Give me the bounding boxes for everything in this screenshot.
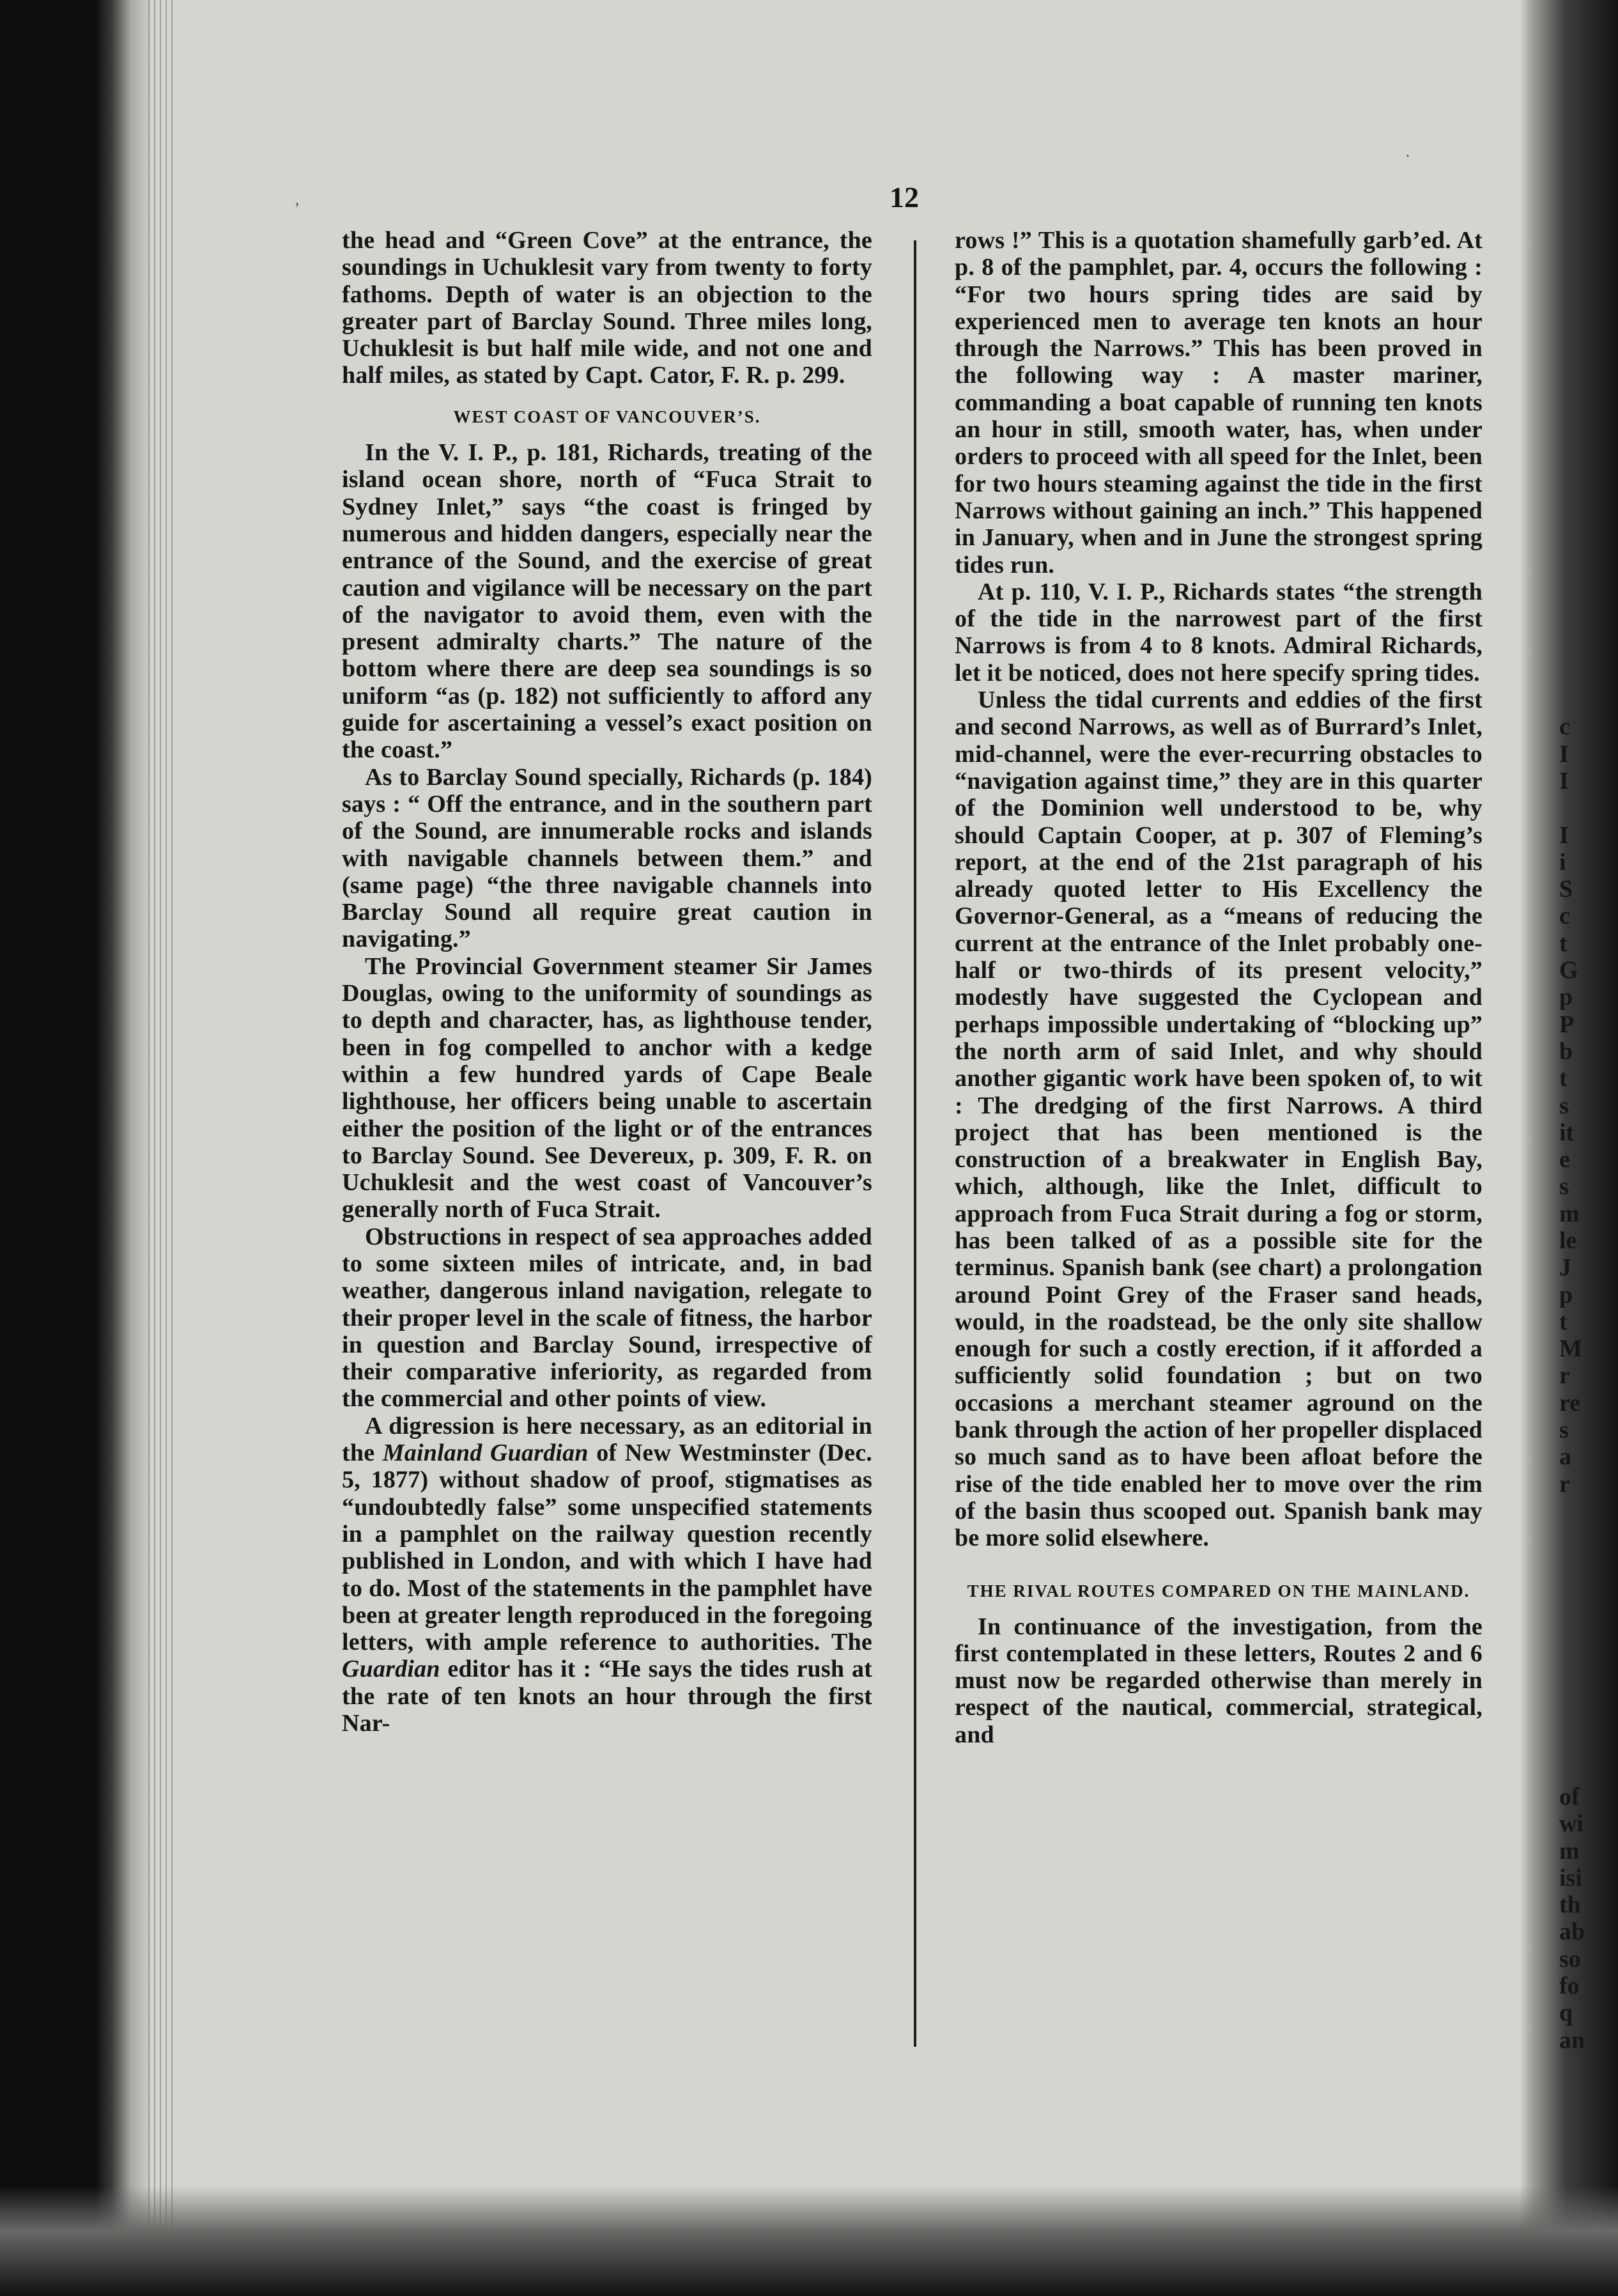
edge-fragment: t — [1559, 1065, 1568, 1092]
left-paragraph-6 — [342, 1413, 872, 1737]
edge-fragment: c — [1559, 903, 1570, 930]
edge-fragment — [1559, 686, 1610, 713]
edge-fragment: isi — [1559, 1864, 1582, 1891]
right-column — [955, 227, 1483, 1748]
edge-fragment: th — [1559, 1891, 1581, 1919]
edge-fragment: t — [1559, 929, 1568, 957]
edge-fragment — [1559, 254, 1610, 281]
edge-fragment: it — [1559, 1119, 1575, 1146]
section-heading-rival-routes: THE RIVAL ROUTES COMPARED ON THE MAINLAND. — [967, 1581, 1470, 1601]
edge-fragment: m — [1559, 1200, 1580, 1227]
next-page-edge-text — [1559, 227, 1610, 1498]
edge-fragment — [1559, 281, 1610, 308]
left-paragraph-2: In the V. I. P., p. 181, Richards, treating of the island ocean shore, north of “Fuca Strait to Sydney Inlet,” says “the coast is fringed by numerous and hidden dangers, especially near the entrance of the Sound, and the exercise of great caution and vigilance will be necessary on the part of the navigator to avoid them, even with the present admiralty charts.” The nature of the bottom where there are deep sea soundings is so uniform “as (p. 182) not sufficiently to afford any guide for ascertaining a vessel’s exact position on the coast.” — [342, 439, 872, 764]
edge-fragment — [1559, 552, 1610, 578]
edge-fragment: ab — [1559, 1918, 1585, 1946]
page-stack-edges — [148, 0, 174, 2296]
edge-fragment: b — [1559, 1037, 1573, 1065]
left-paragraph-1: the head and “Green Cove” at the entrance, the soundings in Uchuklesit vary from twenty to forty fathoms. Depth of water is an objection to the greater part of Barclay Sound. Three miles long, Uchuklesit is but half mile wide, and not one and half miles, as stated by Capt. Cator, F. R. p. 299. — [342, 227, 872, 389]
edge-fragment: a — [1559, 1443, 1571, 1471]
edge-fragment: s — [1559, 1173, 1569, 1200]
edge-fragment: S — [1559, 876, 1573, 903]
edge-fragment — [1559, 632, 1610, 659]
edge-fragment — [1559, 389, 1610, 416]
page-number: 12 — [890, 181, 919, 213]
edge-fragment: r — [1559, 1362, 1570, 1390]
edge-fragment: fo — [1559, 1973, 1580, 2000]
edge-fragment — [1559, 362, 1610, 389]
edge-fragment — [1559, 795, 1610, 821]
left-column — [342, 227, 872, 1737]
edge-fragment: so — [1559, 1945, 1581, 1973]
right-paragraph-4: In continuance of the investigation, from the first contemplated in these letters, Routes 2 and 6 must now be regarded otherwise than merely in respect of the nautical, commercial, strategical, and — [955, 1613, 1483, 1748]
edge-fragment: e — [1559, 1146, 1570, 1174]
edge-fragment: i — [1559, 848, 1566, 876]
right-paragraph-3: Unless the tidal currents and eddies of the first and second Narrows, as well as of Burrard’s Inlet, mid-channel, were the ever-recurring obstacles to “navigation against time,” they are in this quarter of the Dominion well understood to be, why should Captain Cooper, at p. 307 of Fleming’s report, at the end of the 21st paragraph of his already quoted letter to His Excellency the Governor-General, as a “means of reducing the current at the entrance of the Inlet probably one-half or two-thirds of its present velocity,” modestly have suggested the Cyclopean and perhaps impossible undertaking of “blocking up” the north arm of said Inlet, and why should another gigantic work have been spoken of, to wit : The dredging of the first Narrows. A third project that has been mentioned is the construction of a breakwater in English Bay, which, although, like the Inlet, difficult to approach from Fuca Strait during a fog or storm, has been talked of as a possible site for the terminus. Spanish bank (see chart) a prolongation around Point Grey of the Fraser sand heads, would, in the roadstead, be the only site shallow enough for such a costly erection, if it afforded a sufficiently solid foundation ; but on two occasions a merchant steamer aground on the bank through the action of her propeller displaced so much sand as to have been afloat before the rise of the tide enabled her to move over the rim of the basin thus scooped out. Spanish bank may be more solid elsewhere. — [955, 686, 1483, 1552]
edge-fragment: q — [1559, 1999, 1573, 2027]
edge-fragment: p — [1559, 1281, 1573, 1308]
edge-fragment — [1559, 470, 1610, 497]
edge-fragment: s — [1559, 1092, 1569, 1119]
edge-fragment: I — [1559, 767, 1569, 795]
print-speck: , — [295, 192, 299, 208]
print-speck-2: . — [1406, 144, 1410, 160]
edge-fragment: of — [1559, 1783, 1580, 1810]
edge-fragment — [1559, 227, 1610, 254]
publication-title-guardian: Guardian — [342, 1656, 440, 1683]
edge-fragment — [1559, 497, 1610, 524]
left-paragraph-3: As to Barclay Sound specially, Richards (p. 184) says : “ Off the entrance, and in the southern part of the Sound, are innumerable rocks and islands with navigable channels between them.” and (same page) “the three navigable channels into Barclay Sound all require great caution in navigating.” — [342, 763, 872, 953]
edge-fragment: M — [1559, 1335, 1582, 1363]
edge-fragment: m — [1559, 1837, 1580, 1865]
p6-text-b: of New Westminster (Dec. 5, 1877) without shadow of proof, stigmatises as “undoubtedly false” some unspecified statements in a pamphlet on the railway question recently published in London, and with which I have had to do. Most of the statements in the pamphlet have been at greater length reproduced in the foregoing letters, with ample reference to authorities. The — [342, 1439, 872, 1656]
edge-fragment — [1559, 308, 1610, 335]
edge-fragment: an — [1559, 2026, 1585, 2054]
book-binding-edge — [0, 0, 150, 2296]
right-paragraph-2: At p. 110, V. I. P., Richards states “the strength of the tide in the narrowest part of the first Narrows is from 4 to 8 knots. Admiral Richards, let it be noticed, does not here specify spring tides. — [955, 578, 1483, 686]
edge-fragment: t — [1559, 1308, 1568, 1335]
section-heading-west-coast: WEST COAST OF VANCOUVER’S. — [453, 407, 761, 426]
left-paragraph-5: Obstructions in respect of sea approaches added to some sixteen miles of intricate, and, in bad weather, dangerous inland navigation, relegate to their proper level in the scale of fitness, the harbor in question and Barclay Sound, irrespective of their comparative inferiority, as regarded from the commercial and other points of view. — [342, 1223, 872, 1413]
edge-fragment: I — [1559, 740, 1569, 768]
edge-fragment — [1559, 335, 1610, 362]
edge-fragment — [1559, 443, 1610, 470]
publication-title-mainland-guardian: Mainland Guardian — [382, 1439, 589, 1467]
left-paragraph-4: The Provincial Government steamer Sir James Douglas, owing to the uniformity of soundings as to depth and character, has, as lighthouse tender, been in fog compelled to anchor with a kedge within a few hundred yards of Cape Beale lighthouse, her officers being unable to ascertain either the position of the light or of the entrances to Barclay Sound. See Devereux, p. 309, F. R. on Uchuklesit and the west coast of Vancouver’s generally north of Fuca Strait. — [342, 952, 872, 1223]
edge-fragment: s — [1559, 1416, 1569, 1444]
edge-fragment: le — [1559, 1227, 1577, 1254]
edge-fragment: re — [1559, 1389, 1581, 1416]
edge-fragment: p — [1559, 984, 1573, 1011]
p6-text-c: editor has it : “He says the tides rush at the rate of ten knots an hour through the first Nar- — [342, 1656, 872, 1737]
edge-fragment: c — [1559, 713, 1570, 741]
bottom-page-shadow — [0, 2186, 1618, 2296]
edge-fragment — [1559, 660, 1610, 686]
next-page-edge-text-bottom — [1559, 1783, 1610, 2054]
p6-text-a: A digression is here necessary, as an editorial in the — [342, 1412, 872, 1467]
column-rule — [914, 240, 916, 2047]
edge-fragment: I — [1559, 821, 1569, 849]
edge-fragment: P — [1559, 1011, 1575, 1038]
right-paragraph-1: rows !” This is a quotation shamefully garb’ed. At p. 8 of the pamphlet, par. 4, occurs the following : “For two hours spring tides are said by experienced men to average ten knots an hour through the Narrows.” This has been proved in the following way : A master mariner, commanding a boat capable of running ten knots an hour in still, smooth water, has, when under orders to proceed with all speed for the Inlet, been for two hours steaming against the tide in the first Narrows without gaining an inch.” This happened in January, when and in June the strongest spring tides run. — [955, 227, 1483, 578]
edge-fragment — [1559, 578, 1610, 605]
edge-fragment: wi — [1559, 1810, 1583, 1838]
edge-fragment — [1559, 416, 1610, 443]
edge-fragment: r — [1559, 1470, 1570, 1498]
edge-fragment: J — [1559, 1254, 1571, 1282]
edge-fragment — [1559, 605, 1610, 632]
edge-fragment: G — [1559, 957, 1578, 984]
edge-fragment — [1559, 524, 1610, 551]
